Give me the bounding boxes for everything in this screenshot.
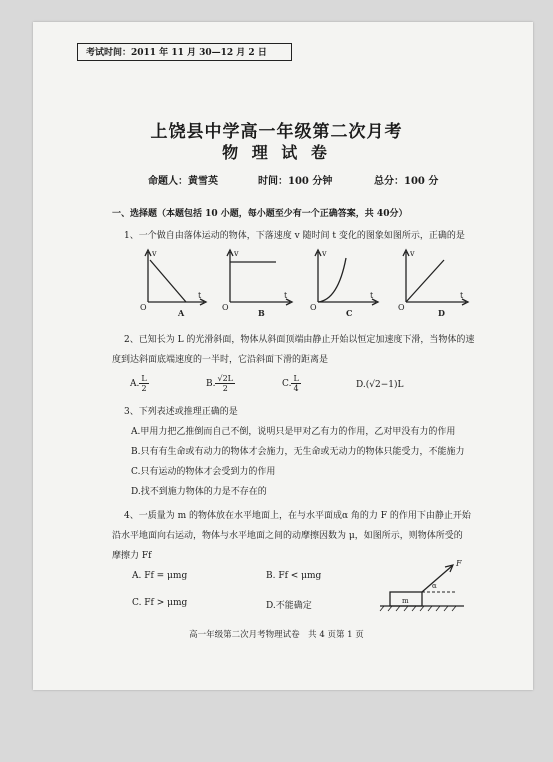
graph-b-t-label: t bbox=[284, 291, 288, 300]
q4-option-a: A. Ff = μmg bbox=[132, 571, 188, 581]
force-vector bbox=[422, 566, 452, 592]
q3-stem: 3、下列表述或推理正确的是 bbox=[124, 407, 238, 417]
graph-a-t-label: t bbox=[198, 291, 202, 300]
page-footer: 高一年级第二次月考物理试卷 共 4 页第 1 页 bbox=[189, 630, 364, 640]
q4-option-b: B. Ff < μmg bbox=[266, 571, 322, 581]
graph-d-origin: O bbox=[398, 303, 405, 312]
angle-label: α bbox=[432, 582, 437, 590]
q3-option-a: A.甲用力把乙推倒而自己不倒，说明只是甲对乙有力的作用，乙对甲没有力的作用 bbox=[131, 427, 456, 437]
q3-option-c: C.只有运动的物体才会受到力的作用 bbox=[131, 467, 276, 477]
graph-d bbox=[403, 250, 468, 305]
q4-option-d: D.不能确定 bbox=[266, 601, 312, 611]
graph-a bbox=[145, 250, 206, 305]
graph-a-v-label: v bbox=[152, 249, 157, 258]
q2-option-b: B. $\frac{√2L}{2}$ bbox=[206, 374, 233, 393]
q3-option-b: B.只有有生命或有动力的物体才会施力，无生命或无动力的物体只能受力，不能施力 bbox=[131, 447, 465, 457]
q4-stem-line2: 沿水平地面向右运动，物体与水平地面之间的动摩擦因数为 μ，如图所示，则物体所受的 bbox=[112, 531, 463, 541]
graph-d-v-label: v bbox=[410, 249, 415, 258]
q4-stem-line3: 摩擦力 Ff bbox=[112, 551, 152, 561]
section-heading: 一、选择题（本题包括 10 小题，每小题至少有一个正确答案，共 40分） bbox=[112, 209, 408, 219]
graph-c bbox=[315, 250, 378, 305]
graph-a-label: A bbox=[178, 308, 185, 318]
graph-b-v-label: v bbox=[234, 249, 239, 258]
graph-d-t-label: t bbox=[460, 291, 464, 300]
graph-b-origin: O bbox=[222, 303, 229, 312]
q2-option-a: A. $\frac{L}{2}$ bbox=[130, 374, 147, 393]
q4-stem-line1: 4、一质量为 m 的物体放在水平地面上，在与水平面成α 角的力 F 的作用下由静止开始 bbox=[124, 511, 471, 521]
q4-figure bbox=[372, 556, 502, 616]
graph-a-origin: O bbox=[140, 303, 147, 312]
ground-hatch bbox=[380, 606, 456, 611]
author: 命题人：黄雪英 bbox=[148, 176, 218, 187]
graph-b-label: B bbox=[258, 308, 265, 318]
total-score: 总分：100 分 bbox=[374, 176, 439, 187]
q2-stem-line1: 2、已知长为 L 的光滑斜面，物体从斜面顶端由静止开始以恒定加速度下滑，当物体的速 bbox=[124, 335, 475, 345]
q3-option-d: D.找不到施力物体的力是不存在的 bbox=[131, 487, 267, 497]
q2-option-d: D.(√2−1)L bbox=[356, 380, 404, 390]
q2-stem-line2: 度到达斜面底端速度的一半时，它沿斜面下滑的距离是 bbox=[112, 355, 329, 365]
force-label: F bbox=[456, 559, 462, 568]
block-mass-label: m bbox=[402, 597, 409, 605]
graph-b bbox=[227, 250, 292, 305]
q2-option-c: C. $\frac{L}{4}$ bbox=[282, 374, 299, 393]
exam-subtitle: 物 理 试 卷 bbox=[222, 143, 331, 162]
duration: 时间：100 分钟 bbox=[258, 176, 333, 187]
graph-c-v-label: v bbox=[322, 249, 327, 258]
graph-c-label: C bbox=[346, 308, 353, 318]
q1-graphs bbox=[0, 244, 553, 324]
exam-time-box: 考试时间：2011 年 11 月 30—12 月 2 日 bbox=[77, 43, 292, 61]
exam-title: 上饶县中学高一年级第二次月考 bbox=[150, 122, 403, 142]
graph-c-origin: O bbox=[310, 303, 317, 312]
q1-stem: 1、一个做自由落体运动的物体，下落速度 v 随时间 t 变化的图象如图所示，正确的是 bbox=[124, 231, 465, 241]
graph-c-t-label: t bbox=[370, 291, 374, 300]
q4-option-c: C. Ff > μmg bbox=[132, 598, 188, 608]
graph-d-label: D bbox=[438, 308, 445, 318]
